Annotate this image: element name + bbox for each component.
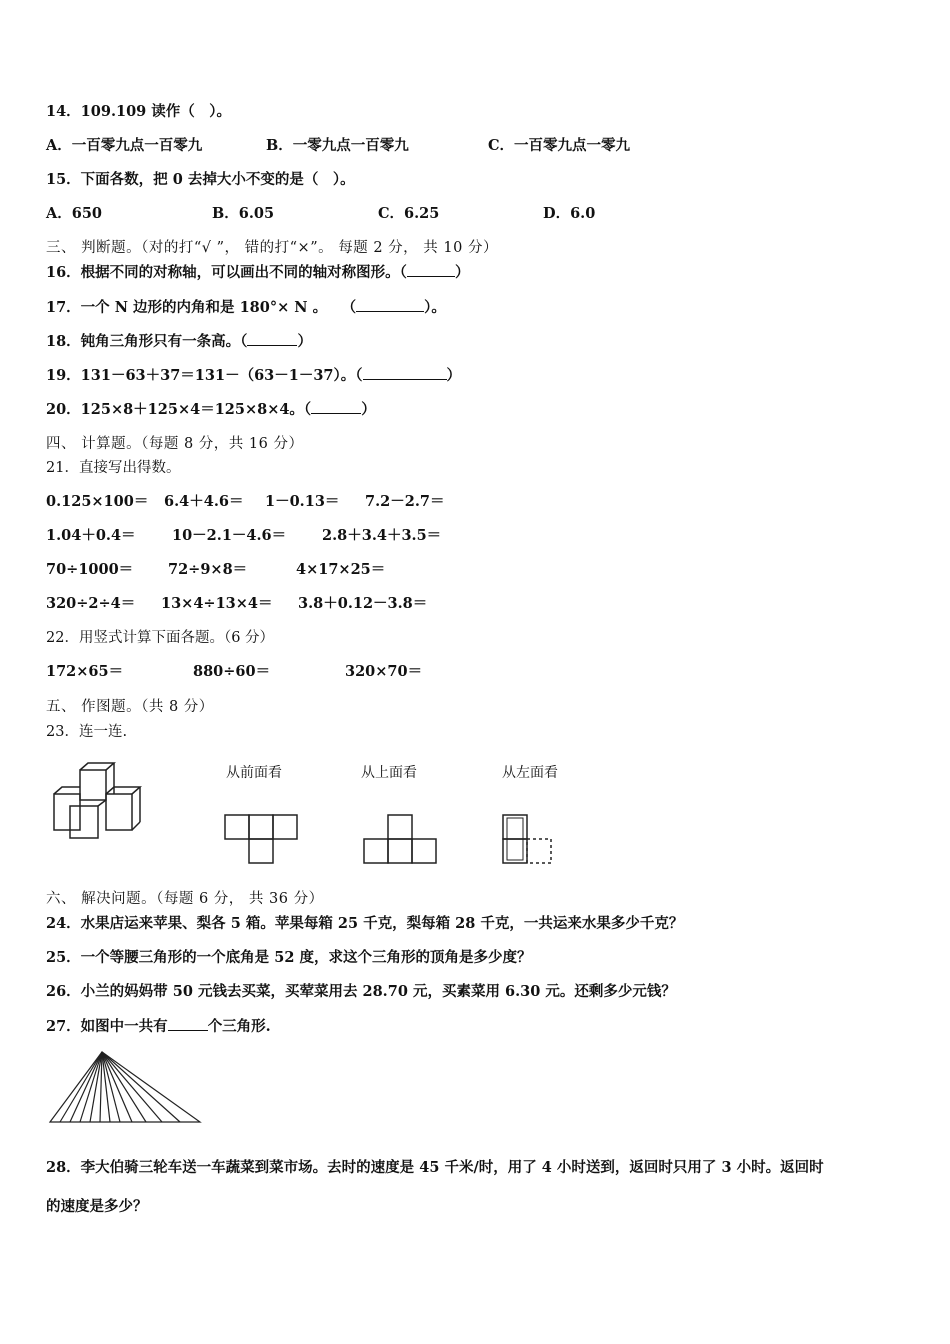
- question-28-line-1: 28．李大伯骑三轮车送一车蔬菜到菜市场。去时的速度是 45 千米/时，用了 4 小时送到，返回时只用了 3 小时。返回时: [46, 1159, 824, 1176]
- triangle-fan-figure: [46, 1050, 206, 1126]
- q18-close: ）: [297, 333, 312, 350]
- calc-item: 70÷1000＝: [46, 561, 134, 578]
- question-22: 22．用竖式计算下面各题。（6 分）: [46, 630, 275, 646]
- q17-answer-blank[interactable]: [356, 297, 424, 312]
- view-label-front: 从前面看: [226, 765, 282, 781]
- q20-text: 20．125×8＋125×4＝125×8×4。（: [46, 401, 312, 418]
- q14-option-a: A．一百零九点一百零九: [46, 137, 203, 154]
- question-23: 23．连一连.: [46, 724, 128, 740]
- q15-option-c: C．6.25: [378, 205, 440, 222]
- calc-item: 172×65＝: [46, 663, 124, 680]
- cube-solid-figure: [46, 760, 156, 840]
- section-5-title: 五、 作图题。（共 8 分）: [46, 699, 214, 715]
- q27-text-start: 27．如图中一共有: [46, 1018, 168, 1035]
- calc-item: 72÷9×8＝: [168, 561, 248, 578]
- question-15: 15．下面各数，把 0 去掉大小不变的是（ ）。: [46, 171, 355, 188]
- q16-text: 16．根据不同的对称轴，可以画出不同的轴对称图形。（: [46, 264, 407, 281]
- q20-answer-blank[interactable]: [311, 399, 361, 414]
- q20-close: ）: [361, 401, 376, 418]
- calc-item: 320÷2÷4＝: [46, 595, 136, 612]
- calc-item: 1－0.13＝: [265, 493, 340, 510]
- view-label-left: 从左面看: [502, 765, 558, 781]
- calc-item: 6.4＋4.6＝: [164, 493, 244, 510]
- calc-item: 0.125×100＝: [46, 493, 149, 510]
- q17-close: ）。: [424, 299, 446, 316]
- q18-answer-blank[interactable]: [247, 331, 297, 346]
- question-19: [46, 365, 461, 386]
- question-27: [46, 1016, 271, 1037]
- calc-item: 2.8＋3.4＋3.5＝: [322, 527, 442, 544]
- q14-option-c: C．一百零九点一零九: [488, 137, 631, 154]
- calc-item: 880÷60＝: [193, 663, 271, 680]
- question-21: 21．直接写出得数。: [46, 460, 181, 476]
- calc-item: 10－2.1－4.6＝: [172, 527, 287, 544]
- section-6-title: 六、 解决问题。（每题 6 分， 共 36 分）: [46, 891, 324, 907]
- q15-option-b: B．6.05: [212, 205, 275, 222]
- q19-text: 19．131－63＋37＝131－（63－1－37）。（: [46, 367, 363, 384]
- q15-option-a: A．650: [46, 205, 103, 222]
- calc-item: 13×4÷13×4＝: [161, 595, 273, 612]
- calc-item: 7.2－2.7＝: [365, 493, 445, 510]
- question-24: 24．水果店运来苹果、梨各 5 箱。苹果每箱 25 千克，梨每箱 28 千克，一共运来水果多少千克？: [46, 915, 684, 932]
- calc-item: 1.04＋0.4＝: [46, 527, 136, 544]
- q16-close: ）: [454, 264, 470, 281]
- view-label-top: 从上面看: [361, 765, 417, 781]
- front-view-shape: [224, 814, 300, 866]
- q16-answer-blank[interactable]: [407, 262, 455, 277]
- q17-text: 17．一个 N 边形的内角和是 180°× N 。 （: [46, 299, 357, 316]
- question-25: 25．一个等腰三角形的一个底角是 52 度，求这个三角形的顶角是多少度？: [46, 949, 532, 966]
- q27-answer-blank[interactable]: [168, 1016, 208, 1031]
- question-26: 26．小兰的妈妈带 50 元钱去买菜，买荤菜用去 28.70 元，买素菜用 6.30 元。还剩多少元钱？: [46, 983, 676, 1000]
- calc-item: 3.8＋0.12－3.8＝: [298, 595, 428, 612]
- question-16: [46, 262, 469, 283]
- q19-answer-blank[interactable]: [363, 365, 447, 380]
- section-4-title: 四、 计算题。（每题 8 分，共 16 分）: [46, 436, 304, 452]
- q14-option-b: B．一零九点一百零九: [266, 137, 409, 154]
- q18-text: 18．钝角三角形只有一条高。（: [46, 333, 248, 350]
- calc-item: 320×70＝: [345, 663, 423, 680]
- section-3-title: 三、 判断题。（对的打“√ ”， 错的打“×”。 每题 2 分， 共 10 分）: [46, 240, 498, 256]
- left-view-shape: [502, 814, 556, 866]
- calc-item: 4×17×25＝: [296, 561, 386, 578]
- question-17: [46, 297, 446, 318]
- question-14: 14．109.109 读作（ ）。: [46, 103, 232, 120]
- question-28-line-2: 的速度是多少？: [46, 1198, 148, 1215]
- q15-option-d: D．6.0: [543, 205, 596, 222]
- q19-close: ）: [446, 367, 462, 384]
- question-20: [46, 399, 376, 420]
- q27-text-end: 个三角形.: [207, 1018, 271, 1035]
- top-view-shape: [363, 814, 439, 866]
- question-18: [46, 331, 312, 352]
